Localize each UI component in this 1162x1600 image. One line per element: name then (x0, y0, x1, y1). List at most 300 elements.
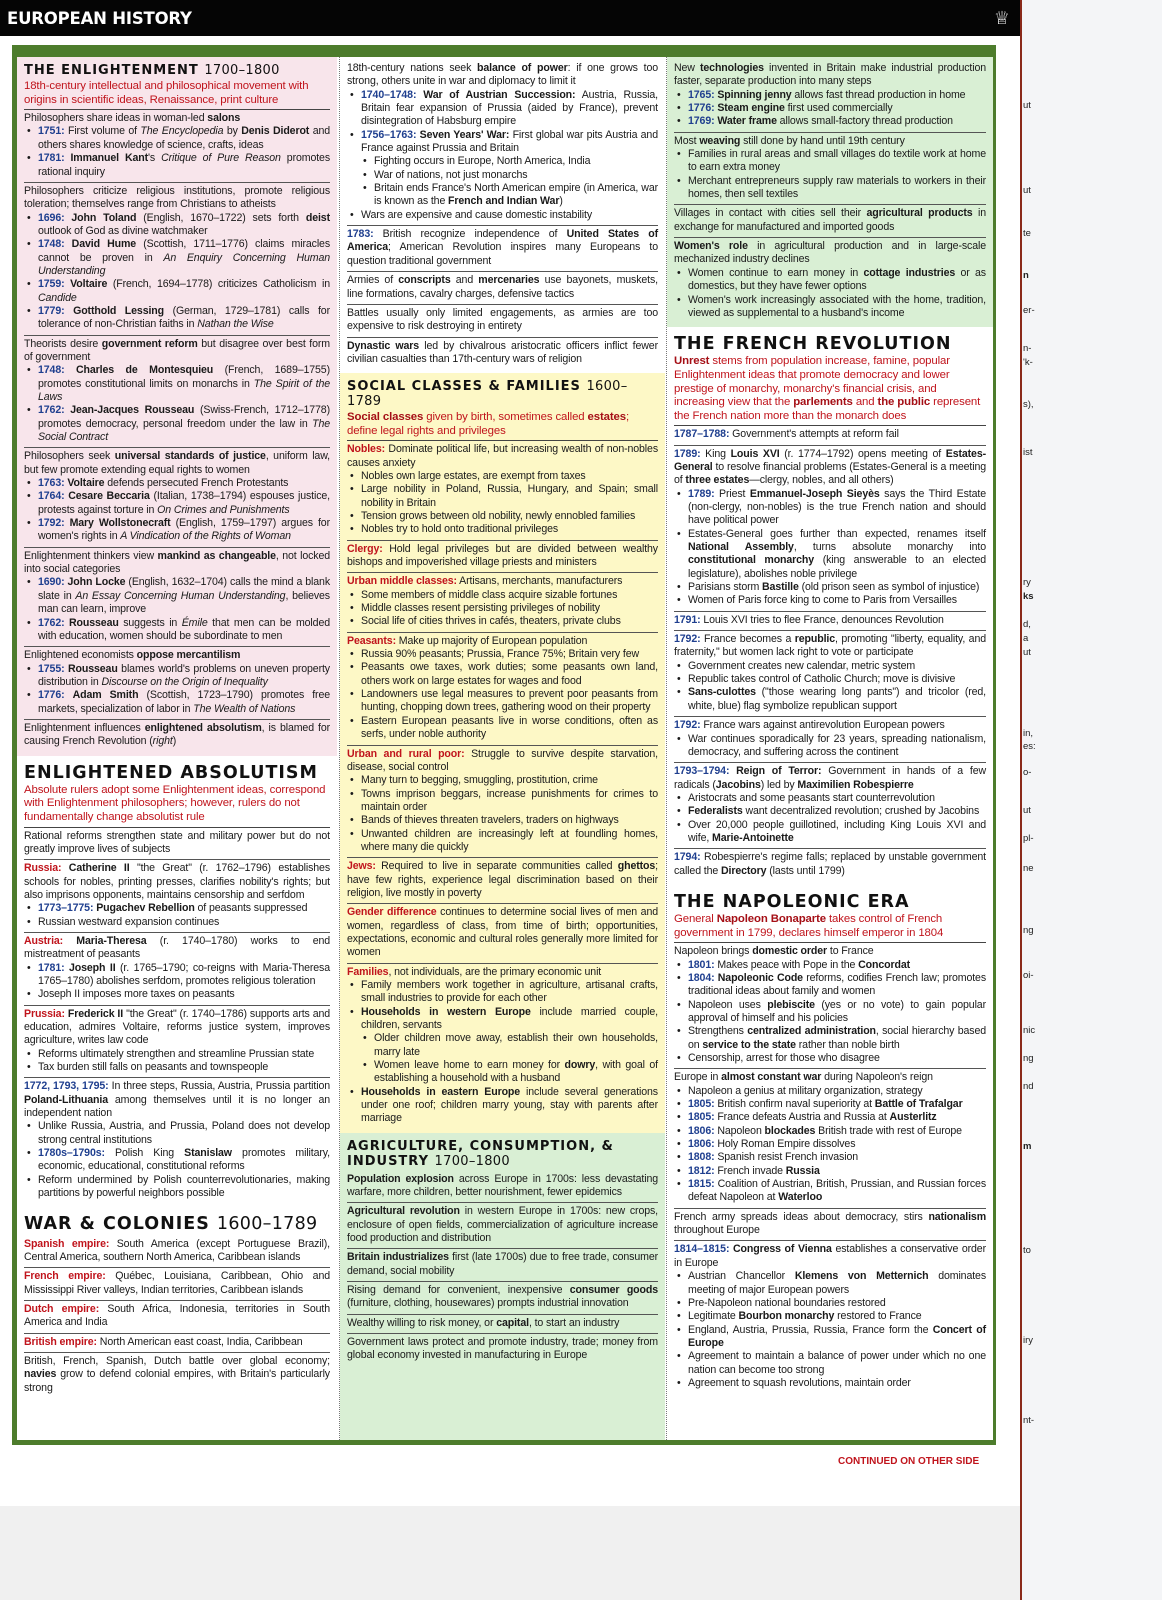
bold-term: Denis Diderot (241, 125, 310, 138)
bold-term: ghettos (617, 860, 656, 873)
bold-term: republic (794, 633, 836, 646)
content-block (674, 763, 986, 849)
list-item: • Women of Paris force king to come to Paris from Versailles (688, 594, 986, 607)
section-date: 1600–1789 (347, 379, 628, 410)
list-item: • 1808: Spanish resist French invasion (688, 1151, 986, 1164)
margin-fragment: s), (1023, 399, 1034, 410)
bold-term: Battle of Trafalgar (874, 1098, 963, 1111)
date-label: 1779: (38, 304, 65, 317)
bold-term: Directory (720, 864, 767, 877)
margin-fragment: m (1023, 1141, 1032, 1152)
list-item: • 1751: First volume of The Encyclopedia by Denis Diderot and others shares knowledge of science, crafts, ideas (38, 125, 330, 152)
bold-term: Louis XVI (730, 447, 780, 460)
section-title (24, 763, 330, 783)
list-item: • 1740–1748: War of Austrian Succession: Austria, Russia, Britain fear expansion of Prussia (aided by France), prevent disintegration of Habsburg empire (361, 89, 658, 129)
block-lead: Clergy: Hold legal privileges but are divided between wealthy bishops and impoverished village priests and ministers (347, 542, 658, 569)
bold-term: enlightened absolutism (144, 721, 262, 734)
content-block (347, 1315, 658, 1334)
content-block (347, 1282, 658, 1315)
block-lead: 1783: British recognize independence of United States of America; American Revolution inspires many Europeans to question traditional government (347, 228, 658, 267)
bold-term: Adam Smith (72, 689, 139, 702)
section-subtitle: Absolute rulers adopt some Enlightenment ideas, correspond with Enlightenment philosophers; however, rulers do not fundamentally change absolutist rule (24, 784, 330, 828)
column-2 (339, 57, 665, 1440)
block-lead: Russia: Catherine II "the Great" (r. 1762–1796) establishes schools for nobles, printing presses, clarifies nobility's rights; but also imprisons opponents, maintains censorship and serfdom (24, 862, 330, 901)
content-block (24, 548, 330, 647)
content-block (24, 860, 330, 933)
content-block (674, 446, 986, 612)
block-lead: Austria: Maria-Theresa (r. 1740–1780) works to end mistreatment of peasants (24, 934, 331, 961)
section-social (340, 373, 665, 1133)
category-label: Austria: (24, 934, 64, 947)
margin-fragment: ut (1023, 647, 1031, 658)
section-french-revolution (667, 327, 993, 885)
bullet-list (24, 902, 330, 929)
bold-term: Dynastic wars (347, 339, 420, 352)
bullet-list (347, 774, 658, 854)
bold-term: Marie-Antoinette (712, 831, 794, 844)
block-lead: British empire: North American east coast, India, Caribbean (24, 1335, 303, 1348)
content-block (24, 336, 330, 449)
crown-logo-icon: ♕ (993, 8, 1010, 28)
bold-term: Joseph II (69, 961, 116, 974)
category-label: Dutch empire: (24, 1302, 100, 1315)
block-lead: Prussia: Frederick II "the Great" (r. 1740–1786) supports arts and education, admires Voltaire, reforms justice system, improves agriculture, writes law code (24, 1007, 331, 1047)
bold-term: dowry (564, 1059, 596, 1072)
section-war-cont (340, 57, 665, 373)
section-agriculture-cont (667, 57, 993, 327)
block-lead: Theorists desire government reform but disagree over best form of government (24, 337, 331, 363)
block-lead: Britain industrializes first (late 1700s) due to free trade, consumer demand, social mobility (347, 1251, 658, 1277)
block-lead: Population explosion across Europe in 1700s: less devastating warfare, more children, better nourishment, fewer epidemics (347, 1172, 658, 1198)
block-lead: Philosophers criticize religious institutions, promote religious toleration; themselves range from Christians to atheists (24, 184, 330, 211)
list-item: • 1773–1775: Pugachev Rebellion of peasants suppressed (38, 902, 330, 915)
list-item: • Parisians storm Bastille (old prison seen as symbol of injustice) (688, 581, 986, 594)
column-1 (17, 57, 337, 1440)
bullet-list (674, 267, 986, 320)
bold-term: Concordat (858, 958, 911, 971)
content-block (674, 1209, 986, 1242)
bullet-list (674, 89, 986, 129)
list-item: • Agreement to squash revolutions, maintain order (688, 1377, 986, 1390)
margin-fragment: ry (1023, 577, 1031, 588)
date-label: 1762: (38, 616, 65, 629)
date-label: 1792: (674, 633, 701, 646)
section-title-text: WAR & COLONIES (24, 1214, 210, 1235)
date-label: 1748: (38, 364, 65, 377)
content-block (674, 1069, 986, 1208)
margin-fragment: ks (1023, 591, 1034, 602)
content-block (347, 338, 658, 370)
list-item: • Landowners use legal measures to prevent poor peasants from hunting, chopping down trees, gathering wood on their property (361, 688, 658, 715)
date-label: 1765: (688, 88, 715, 101)
block-lead: New technologies invented in Britain make industrial production faster, separate production into many steps (674, 62, 987, 88)
bold-term: Voltaire (67, 477, 105, 490)
content-block (347, 858, 658, 904)
content-block (347, 746, 658, 859)
sub-bullet-list (361, 155, 658, 208)
margin-fragment: d, (1023, 619, 1031, 630)
margin-fragment: nt- (1023, 1415, 1035, 1426)
margin-fragment: er- (1023, 305, 1035, 316)
work-title: Nathan the Wise (197, 318, 274, 331)
block-lead: Dutch empire: South Africa, Indonesia, territories in South America and India (24, 1302, 330, 1329)
block-lead: Enlightenment influences enlightened absolutism, is blamed for causing French Revolution (right) (24, 721, 331, 748)
sub-list-item: • War of nations, not just monarchs (374, 169, 658, 182)
list-item: • Towns imprison beggars, increase punishments for crimes to maintain order (361, 788, 658, 815)
category-label: Prussia: (24, 1007, 65, 1020)
bold-term: War of Austrian Succession: (423, 88, 576, 101)
bold-term: Immanuel Kant (70, 152, 149, 165)
section-subtitle: 18th-century intellectual and philosophical movement with origins in scientific ideas, Renaissance, print culture (24, 80, 330, 110)
bold-term: salons (207, 112, 241, 125)
list-item: • 1812: French invade Russia (688, 1165, 986, 1178)
work-title: The Social Contract (38, 417, 330, 444)
list-item: • 1696: John Toland (English, 1670–1722) sets forth deist outlook of God as divine watchmaker (38, 212, 330, 239)
date-label: 1781: (38, 152, 65, 165)
content-block (347, 441, 658, 540)
date-label: 1776: (688, 102, 715, 115)
section-enlightenment (17, 57, 337, 756)
list-item: • Large nobility in Poland, Russia, Hungary, and Spain; small nobility in Britain (361, 483, 658, 510)
date-label: 1794: (674, 851, 701, 864)
block-lead: Dynastic wars led by chivalrous aristocratic officers inflict fewer civilian casualties than 17th-century wars of religion (347, 339, 658, 365)
bullet-list (24, 125, 330, 178)
bold-term: almost constant war (721, 1071, 822, 1084)
bullet-list (674, 660, 986, 713)
category-label: Jews: (347, 860, 376, 873)
date-label: 1806: (688, 1138, 715, 1151)
bold-term: the public (877, 396, 931, 409)
block-lead: Families, not individuals, are the primary economic unit (347, 965, 602, 978)
block-lead: Philosophers share ideas in woman-led salons (24, 112, 241, 125)
date-label: 1805: (688, 1111, 715, 1124)
block-lead: Urban and rural poor: Struggle to survive despite starvation, disease, social control (347, 747, 658, 773)
bold-term: Napoleonic Code (717, 971, 803, 984)
date-label: 1762: (38, 404, 65, 417)
bold-term: cottage industries (863, 266, 956, 279)
scan-margin (0, 1506, 1020, 1600)
bold-term: conscripts (398, 274, 451, 287)
list-item: • Family members work together in agriculture, artisanal crafts, small industries to provide for each other (361, 979, 658, 1006)
margin-fragment: to (1023, 1245, 1031, 1256)
list-item: • Peasants owe taxes, work duties; some peasants own land, others work on large estates for wages and food (361, 661, 658, 688)
sub-list-item: • Older children move away, establish their own households, marry late (374, 1032, 658, 1059)
date-label: 1814–1815: (674, 1243, 730, 1256)
bold-term: Seven Years' War: (419, 128, 510, 141)
content-block (674, 717, 986, 763)
adjacent-page-edge (1020, 0, 1162, 1600)
bold-term: Charles de Montesquieu (76, 364, 214, 377)
list-item: • Estates-General goes further than expected, renames itself National Assembly, turns absolute monarchy into constitutional monarchy (king answerable to an elected legislature), abolishes noble privilege (688, 528, 986, 581)
list-item: • Strengthens centralized administration, social hierarchy based on service to the state rather than noble birth (688, 1025, 986, 1052)
work-title: Critique of Pure Reason (161, 152, 281, 165)
bold-term: Concert of Europe (688, 1323, 986, 1349)
block-lead: Jews: Required to live in separate communities called ghettos; have few rights, experience legal discrimination based on their religion, live mostly in poverty (347, 860, 658, 899)
bold-term: Pugachev Rebellion (96, 902, 195, 915)
bold-term: Waterloo (778, 1191, 823, 1204)
bold-term: Water frame (717, 115, 777, 128)
bullet-list (347, 470, 658, 537)
content-block (674, 205, 986, 238)
margin-fragment: o- (1023, 767, 1032, 778)
margin-fragment: 'k- (1023, 357, 1033, 368)
date-label: 1755: (38, 662, 65, 675)
bold-term: Jacobins (715, 778, 761, 791)
content-block (24, 1353, 330, 1398)
bold-term: plebiscite (767, 998, 815, 1011)
bold-term: Bourbon monarchy (738, 1310, 835, 1323)
bold-term: John Toland (71, 211, 137, 224)
bold-term: three estates (685, 474, 750, 487)
block-lead: Villages in contact with cities sell their agricultural products in exchange for manufactured and imported goods (674, 207, 986, 233)
bold-term: Sans-culottes (688, 686, 756, 699)
list-item: • 1765: Spinning jenny allows fast thread production in home (688, 89, 986, 102)
list-item: • Eastern European peasants live in worse conditions, often as serfs, under noble authority (361, 715, 658, 742)
work-title: Émile (181, 616, 208, 629)
bullet-list (674, 488, 986, 608)
content-block (347, 964, 658, 1129)
list-item: • 1759: Voltaire (French, 1694–1778) criticizes Catholicism in Candide (38, 278, 330, 305)
bold-term: navies (24, 1368, 57, 1381)
work-title: An Enquiry Concerning Human Understanding (38, 251, 330, 277)
work-title: Discourse on the Origin of Inequality (101, 675, 268, 688)
bold-term: Households in eastern Europe (361, 1085, 521, 1098)
date-label: 1792: (38, 517, 65, 530)
list-item: • 1804: Napoleonic Code reforms, codifies French law; promotes traditional ideas about family and women (688, 972, 986, 999)
block-lead: 1792: France becomes a republic, promoting "liberty, equality, and fraternity," but women lack right to vote or participate (674, 633, 986, 659)
date-label: 1773–1775: (38, 902, 94, 915)
content-block (24, 720, 330, 752)
bullet-list (24, 663, 330, 716)
list-item: • Tension grows between old nobility, newly ennobled families (361, 510, 658, 523)
margin-fragment: nic (1023, 1025, 1036, 1036)
list-item: • 1755: Rousseau blames world's problems on uneven property distribution in Discourse on the Origin of Inequality (38, 663, 330, 690)
date-label: 1756–1763: (361, 128, 417, 141)
date-label: 1690: (38, 576, 65, 589)
block-lead: Armies of conscripts and mercenaries use bayonets, muskets, line formations, cavalry charges, defensive tactics (347, 274, 658, 300)
section-date: 1600–1789 (216, 1214, 318, 1235)
continued-note: CONTINUED ON OTHER SIDE (838, 1456, 980, 1467)
content-block (347, 904, 658, 963)
content-block (674, 631, 986, 717)
bold-term: Congress of Vienna (733, 1243, 832, 1256)
date-label: 1759: (38, 278, 65, 291)
date-label: 1780s–1790s: (38, 1147, 105, 1160)
block-lead: Wealthy willing to risk money, or capital, to start an industry (347, 1316, 620, 1329)
list-item: • 1815: Coalition of Austrian, British, Prussian, and Russian forces defeat Napoleon at Waterloo (688, 1178, 986, 1205)
bold-term: Unrest (674, 355, 710, 368)
content-block (347, 305, 658, 338)
margin-fragment: n- (1023, 343, 1032, 354)
block-lead: 18th-century nations seek balance of power: if one grows too strong, others unite in war and diplomacy to limit it (347, 62, 658, 88)
date-label: 1789: (674, 447, 701, 460)
list-item: • Tax burden still falls on peasants and townspeople (38, 1061, 330, 1074)
content-block (674, 426, 986, 445)
section-absolutism (17, 756, 337, 1208)
bold-term: deist (305, 211, 330, 224)
margin-fragment: pl- (1023, 833, 1034, 844)
bullet-list (674, 959, 986, 1066)
content-block (347, 573, 658, 632)
block-lead: 1814–1815: Congress of Vienna establishes a conservative order in Europe (674, 1243, 986, 1269)
list-item: • Sans-culottes ("those wearing long pants") and tricolor (red, white, blue) flag symbolize republican support (688, 686, 986, 713)
block-lead: Battles usually only limited engagements, as armies are too expensive to risk destroying in entirety (347, 306, 658, 333)
list-item: • 1756–1763: Seven Years' War: First global war pits Austria and France against Prussia and Britain • Fighting occurs in Europe, North America, India • War of nations, not just monarchs • Britain ends France's North American empire (in America, war is known as the French and Indian War) (361, 129, 658, 209)
list-item: • Women continue to earn money in cottage industries or as domestics, but they have fewer options (688, 267, 986, 294)
block-lead: Philosophers seek universal standards of justice, uniform law, but few promote extending equal rights to women (24, 450, 330, 476)
list-item: • Families in rural areas and small villages do textile work at home to earn extra money (688, 148, 986, 175)
bold-term: Maria-Theresa (76, 934, 147, 947)
section-title-text: THE FRENCH REVOLUTION (674, 334, 952, 355)
block-lead: Europe in almost constant war during Napoleon's reign (674, 1071, 933, 1084)
block-lead: French army spreads ideas about democracy, stirs nationalism throughout Europe (674, 1210, 986, 1237)
margin-fragment: te (1023, 228, 1031, 239)
content-block (347, 1171, 658, 1204)
bold-term: mankind as changeable (157, 549, 276, 562)
list-item: • 1780s–1790s: Polish King Stanislaw promotes military, economic, educational, constitutional reforms (38, 1147, 330, 1174)
sub-list-item: • Fighting occurs in Europe, North America, India (374, 155, 658, 168)
content-block (24, 183, 330, 336)
list-item: • Austrian Chancellor Klemens von Metternich dominates meeting of major European powers (688, 1270, 986, 1297)
content-block (347, 272, 658, 305)
block-lead: Enlightened economists oppose mercantilism (24, 649, 241, 662)
list-item: • Government creates new calendar, metric system (688, 660, 986, 673)
section-title (347, 380, 658, 410)
content-block (24, 448, 330, 547)
section-title-text: THE NAPOLEONIC ERA (674, 891, 910, 912)
list-item: • Merchant entrepreneurs supply raw materials to workers in their homes, then sell textiles (688, 175, 986, 202)
list-item: • Wars are expensive and cause domestic instability (361, 209, 658, 222)
margin-fragment: oi- (1023, 970, 1034, 981)
list-item: • Nobles try to hold onto traditional privileges (361, 523, 658, 536)
list-item: • Aristocrats and some peasants start counterrevolution (688, 792, 986, 805)
margin-fragment: n (1023, 270, 1029, 281)
content-block (674, 133, 986, 206)
content-block (674, 1241, 986, 1393)
bold-term: Social classes (347, 411, 424, 424)
content-block (347, 60, 658, 226)
list-item: • 1779: Gotthold Lessing (German, 1729–1781) calls for tolerance of non-Christian faiths in Nathan the Wise (38, 305, 330, 332)
list-item: • 1781: Immanuel Kant's Critique of Pure Reason promotes rational inquiry (38, 152, 330, 179)
bold-term: Federalists (688, 805, 743, 818)
bold-term: government reform (101, 337, 198, 350)
bold-term: Women's role (674, 240, 748, 253)
list-item: • 1748: Charles de Montesquieu (French, 1689–1755) promotes constitutional limits on monarchs in The Spirit of the Laws (38, 364, 330, 404)
category-label: French empire: (24, 1270, 106, 1283)
bold-term: balance of power (477, 62, 568, 74)
block-lead: Government laws protect and promote industry, trade; money from global economy invested in manufacturing in Europe (347, 1336, 658, 1362)
block-lead: Gender difference continues to determine social lives of men and women, regardless of class, from time of birth; opportunities, expectations, economic and cultural roles generally more limited for women (347, 906, 658, 959)
list-item: • Households in western Europe include married couple, children, servants • Older children move away, establish their own households, marry late • Women leave home to earn money for dowry, with goal of establishing a household with a husband (361, 1006, 658, 1086)
list-item: • Some members of middle class acquire sizable fortunes (361, 589, 658, 602)
content-block (347, 1334, 658, 1366)
list-item: • Joseph II imposes more taxes on peasants (38, 988, 330, 1001)
bold-term: Estates-General (674, 447, 987, 473)
block-lead: French empire: Québec, Louisiana, Caribbean, Ohio and Mississippi River valleys, Indian territories, Caribbean islands (24, 1270, 330, 1296)
date-label: 1793–1794: (674, 765, 730, 778)
block-lead: 1792: France wars against antirevolution European powers (674, 719, 945, 732)
list-item: • Women's work increasingly associated with the home, tradition, viewed as supplemental to a husband's income (688, 294, 986, 321)
date-label: 1815: (688, 1178, 715, 1191)
margin-fragment: es: (1023, 741, 1036, 752)
list-item: • 1776: Steam engine first used commercially (688, 102, 986, 115)
category-label: Urban and rural poor: (347, 747, 465, 760)
list-item: • Social life of cities thrives in cafés, theaters, private clubs (361, 615, 658, 628)
bold-term: Klemens von Metternich (794, 1270, 929, 1283)
list-item: • England, Austria, Prussia, Russia, France form the Concert of Europe (688, 1324, 986, 1351)
bullet-list (674, 733, 986, 760)
bold-term: David Hume (71, 238, 137, 251)
list-item: • Napoleon uses plebiscite (yes or no vote) to gain popular approval of himself and his policies (688, 999, 986, 1026)
bullet-list (24, 364, 330, 444)
content-block (347, 1249, 658, 1282)
bold-term: French and Indian War (448, 195, 560, 208)
bold-term: United States of America (347, 228, 658, 254)
content-block (24, 1236, 330, 1269)
category-label: Gender difference (347, 906, 437, 919)
bold-term: Emmanuel-Joseph Sieyès (749, 487, 880, 500)
list-item: • Reforms ultimately strengthen and streamline Prussian state (38, 1048, 330, 1061)
work-title: right (152, 735, 173, 748)
date-label: 1792: (674, 719, 701, 732)
content-block (24, 933, 330, 1006)
page-title: EUROPEAN HISTORY (7, 9, 192, 28)
date-label: 1804: (688, 971, 715, 984)
content-block (24, 647, 330, 720)
bold-term: domestic order (752, 945, 828, 958)
bold-term: Rousseau (69, 616, 119, 629)
bold-term: Poland-Lithuania (24, 1093, 109, 1106)
category-label: Families (347, 965, 389, 978)
list-item: • 1792: Mary Wollstonecraft (English, 1759–1797) argues for women's rights in A Vindication of the Rights of Woman (38, 517, 330, 544)
date-label: 1805: (688, 1098, 715, 1111)
work-title: Candide (38, 291, 77, 304)
bold-term: Rousseau (68, 662, 118, 675)
content-block (674, 849, 986, 881)
content-block (674, 238, 986, 323)
header-bar (0, 0, 1020, 36)
list-item: • Unlike Russia, Austria, and Prussia, Poland does not develop strong central institutions (38, 1120, 330, 1147)
bold-term: Population explosion (347, 1172, 454, 1185)
date-label: 1806: (688, 1124, 715, 1137)
list-item: • Middle classes resent persisting privileges of nobility (361, 602, 658, 615)
bold-term: Gotthold Lessing (73, 304, 164, 317)
bold-term: Cesare Beccaria (68, 490, 150, 503)
section-title (674, 334, 986, 354)
bold-term: Mary Wollstonecraft (69, 517, 171, 530)
date-label: 1751: (38, 125, 65, 138)
bullet-list (347, 648, 658, 741)
list-item: • War continues sporadically for 23 years, spreading nationalism, democracy, and suffering across the continent (688, 733, 986, 760)
content-block (347, 226, 658, 272)
margin-fragment: iry (1023, 1335, 1034, 1346)
bold-term: Households in western Europe (361, 1005, 531, 1018)
list-item: • 1806: Holy Roman Empire dissolves (688, 1138, 986, 1151)
block-lead: British, French, Spanish, Dutch battle over global economy; navies grow to defend colonial empires, with Britain's particularly strong (24, 1354, 330, 1394)
section-title (674, 892, 986, 912)
work-title: The Encyclopedia (140, 125, 224, 138)
bullet-list (24, 212, 330, 332)
bold-term: Bastille (762, 581, 799, 594)
list-item: • 1764: Cesare Beccaria (Italian, 1738–1794) espouses justice, protests against torture in On Crimes and Punishments (38, 490, 330, 517)
margin-fragment: in, (1023, 728, 1034, 739)
date-label: 1787–1788: (674, 428, 730, 441)
content-block (24, 828, 330, 861)
bold-term: capital (496, 1316, 529, 1329)
date-label: 1791: (674, 613, 701, 626)
section-title-text: ENLIGHTENED ABSOLUTISM (24, 762, 318, 783)
section-subtitle: Unrest stems from population increase, famine, popular Enlightenment ideas that promote democracy and lower prestige of monarchy, monarchy's financial crisis, and increasing view that the parlements and the public represent the French nation more than the monarch does (674, 355, 986, 426)
